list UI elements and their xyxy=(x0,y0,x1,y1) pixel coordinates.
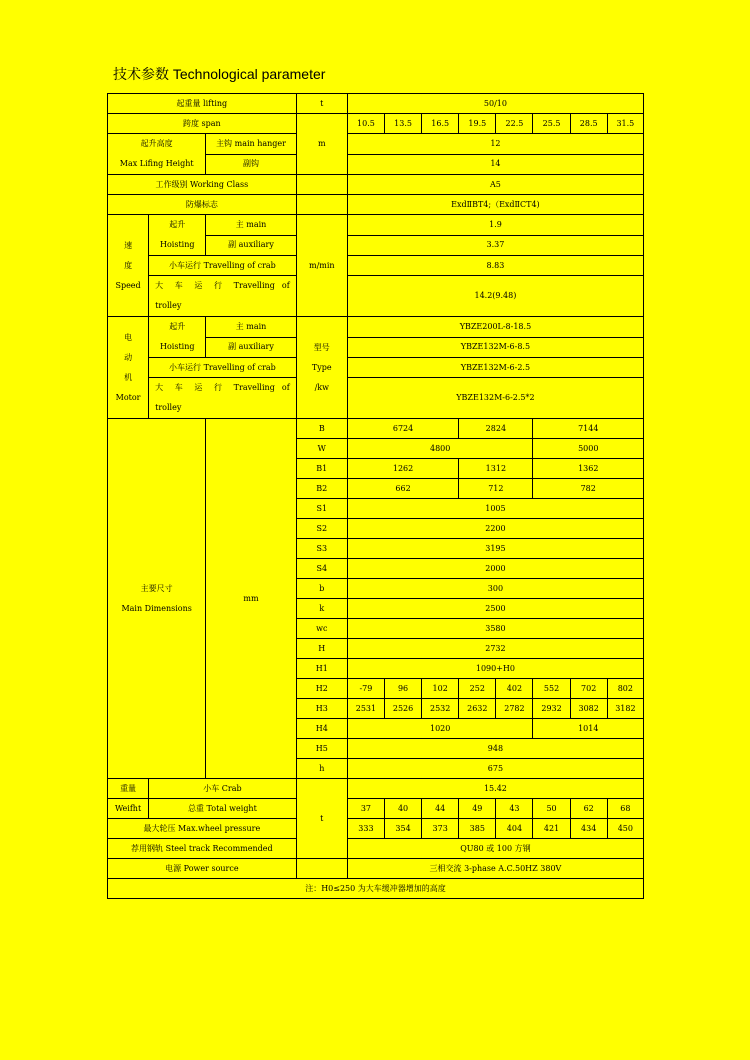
dim-label: H5 xyxy=(296,739,347,759)
dimensions-label xyxy=(108,419,206,779)
height-main-value: 12 xyxy=(347,134,643,155)
speed-main-value: 1.9 xyxy=(347,215,643,236)
speed-trolley-label-line2: trolley xyxy=(155,301,182,310)
speed-group-label xyxy=(108,215,149,317)
dim-label: k xyxy=(296,599,347,619)
dim-value: 7144 xyxy=(533,419,644,439)
span-value: 13.5 xyxy=(384,114,421,134)
motor-group-cn2: 动 xyxy=(124,352,133,362)
weight-group-en: Weifht xyxy=(108,799,149,819)
weight-crab-row xyxy=(108,779,644,799)
dim-value: 712 xyxy=(459,479,533,499)
span-value: 22.5 xyxy=(496,114,533,134)
dim-value: 2500 xyxy=(347,599,643,619)
dim-value: 2782 xyxy=(496,699,533,719)
power-source-value: 三相交流 3-phase A.C.50HZ 380V xyxy=(347,859,643,879)
weight-unit: t xyxy=(296,779,347,859)
motor-trolley-label-line2: trolley xyxy=(155,403,182,412)
speed-unit: m/min xyxy=(296,215,347,317)
span-row xyxy=(108,114,644,134)
motor-hoist-cn: 起升 xyxy=(169,322,186,331)
height-main-row xyxy=(108,134,644,155)
dim-label: H2 xyxy=(296,679,347,699)
speed-main-row xyxy=(108,215,644,236)
dimensions-label-cn: 主要尺寸 xyxy=(140,583,173,593)
speed-group-en: Speed xyxy=(115,280,141,290)
motor-group-label xyxy=(108,317,149,419)
weight-total-value: 40 xyxy=(384,799,421,819)
dim-label: H xyxy=(296,639,347,659)
wheel-pressure-value: 450 xyxy=(607,819,643,839)
motor-trolley-label xyxy=(149,378,297,419)
dim-label: b xyxy=(296,579,347,599)
explosion-value: ExdⅡBT4;（ExdⅡCT4) xyxy=(347,195,643,215)
wheel-pressure-value: 404 xyxy=(496,819,533,839)
note: 注：H0≤250 为大车缓冲器增加的高度 xyxy=(108,879,644,899)
motor-crab-label: 小车运行 Travelling of crab xyxy=(149,358,297,378)
speed-aux-label: 副 auxiliary xyxy=(206,235,296,256)
weight-total-value: 62 xyxy=(570,799,607,819)
span-value: 16.5 xyxy=(422,114,459,134)
height-label-en: Max Lifing Height xyxy=(119,159,194,168)
motor-unit-kw: /kw xyxy=(314,382,329,392)
dim-label: B xyxy=(296,419,347,439)
weight-total-label: 总重 Total weight xyxy=(149,799,297,819)
span-value: 19.5 xyxy=(459,114,496,134)
lifting-row xyxy=(108,94,644,114)
explosion-label: 防爆标志 xyxy=(108,195,297,215)
dim-label: H1 xyxy=(296,659,347,679)
motor-group-cn3: 机 xyxy=(124,372,133,382)
dim-value: 2824 xyxy=(459,419,533,439)
lifting-unit: t xyxy=(296,94,347,114)
motor-main-row xyxy=(108,317,644,338)
dimensions-label-en: Main Dimensions xyxy=(121,603,192,613)
span-value: 25.5 xyxy=(533,114,570,134)
dim-value: 662 xyxy=(347,479,458,499)
span-label: 跨度 span xyxy=(108,114,297,134)
height-aux-value: 14 xyxy=(347,154,643,175)
dim-label: H3 xyxy=(296,699,347,719)
dim-label: S4 xyxy=(296,559,347,579)
speed-crab-value: 8.83 xyxy=(347,256,643,276)
height-label xyxy=(108,134,206,175)
wheel-pressure-label: 最大轮压 Max.wheel pressure xyxy=(108,819,297,839)
span-value: 31.5 xyxy=(607,114,643,134)
wheel-pressure-value: 421 xyxy=(533,819,570,839)
explosion-unit xyxy=(296,195,347,215)
speed-aux-value: 3.37 xyxy=(347,235,643,256)
steel-track-label: 荐用钢轨 Steel track Recommended xyxy=(108,839,297,859)
span-height-unit: m xyxy=(296,114,347,175)
dim-label: S3 xyxy=(296,539,347,559)
dim-value: 3082 xyxy=(570,699,607,719)
dim-value: 252 xyxy=(459,679,496,699)
lifting-label: 起重量 lifting xyxy=(108,94,297,114)
note-row xyxy=(108,879,644,899)
wheel-pressure-value: 385 xyxy=(459,819,496,839)
dim-value: 782 xyxy=(533,479,644,499)
weight-crab-value: 15.42 xyxy=(347,779,643,799)
work-class-row xyxy=(108,175,644,195)
dim-value: 3182 xyxy=(607,699,643,719)
dim-value: 3580 xyxy=(347,619,643,639)
motor-hoist-en: Hoisting xyxy=(159,342,195,351)
power-source-label: 电源 Power source xyxy=(108,859,297,879)
dim-value: 1262 xyxy=(347,459,458,479)
dim-value: 96 xyxy=(384,679,421,699)
dim-value: 4800 xyxy=(347,439,533,459)
dim-value: 948 xyxy=(347,739,643,759)
dim-value: 1020 xyxy=(347,719,533,739)
speed-hoist-cn: 起升 xyxy=(169,220,186,229)
steel-track-value: QU80 或 100 方钢 xyxy=(347,839,643,859)
weight-total-value: 43 xyxy=(496,799,533,819)
dim-label: wc xyxy=(296,619,347,639)
motor-trolley-row xyxy=(108,378,644,419)
dim-value: 675 xyxy=(347,759,643,779)
dim-value: -79 xyxy=(347,679,384,699)
dim-label: B1 xyxy=(296,459,347,479)
dim-value: 300 xyxy=(347,579,643,599)
dim-value: 6724 xyxy=(347,419,458,439)
dim-value: 552 xyxy=(533,679,570,699)
work-class-value: A5 xyxy=(347,175,643,195)
power-source-row xyxy=(108,859,644,879)
weight-total-value: 37 xyxy=(347,799,384,819)
speed-hoist-en: Hoisting xyxy=(159,240,195,249)
speed-trolley-label xyxy=(149,276,297,317)
height-main-label: 主钩 main hanger xyxy=(206,134,296,155)
dim-value: 3195 xyxy=(347,539,643,559)
motor-trolley-label-line1: 大 车 运 行 Travelling of xyxy=(155,383,290,392)
lifting-value: 50/10 xyxy=(347,94,643,114)
dim-value: 2632 xyxy=(459,699,496,719)
work-class-label: 工作级别 Working Class xyxy=(108,175,297,195)
weight-total-value: 44 xyxy=(422,799,459,819)
height-aux-label: 副钩 xyxy=(206,154,296,175)
weight-group-cn: 重量 xyxy=(108,779,149,799)
dim-value: 1312 xyxy=(459,459,533,479)
dim-value: 2200 xyxy=(347,519,643,539)
dim-label: h xyxy=(296,759,347,779)
motor-main-label: 主 main xyxy=(206,317,296,338)
dim-value: 2532 xyxy=(422,699,459,719)
power-source-unit xyxy=(296,859,347,879)
dim-label: B2 xyxy=(296,479,347,499)
dim-label: S1 xyxy=(296,499,347,519)
wheel-pressure-value: 373 xyxy=(422,819,459,839)
dim-value: 2526 xyxy=(384,699,421,719)
dim-value: 5000 xyxy=(533,439,644,459)
span-value: 28.5 xyxy=(570,114,607,134)
wheel-pressure-value: 354 xyxy=(384,819,421,839)
speed-trolley-row xyxy=(108,276,644,317)
wheel-pressure-value: 333 xyxy=(347,819,384,839)
dimensions-unit: mm xyxy=(206,419,296,779)
speed-trolley-label-line1: 大 车 运 行 Travelling of xyxy=(155,281,290,290)
motor-group-cn1: 电 xyxy=(124,332,133,342)
motor-aux-label: 副 auxiliary xyxy=(206,337,296,358)
dim-value: 102 xyxy=(422,679,459,699)
motor-group-en: Motor xyxy=(115,392,141,402)
speed-crab-row xyxy=(108,256,644,276)
speed-main-label: 主 main xyxy=(206,215,296,236)
dim-value: 2932 xyxy=(533,699,570,719)
motor-trolley-value: YBZE132M-6-2.5*2 xyxy=(347,378,643,419)
speed-trolley-value: 14.2(9.48) xyxy=(347,276,643,317)
speed-group-cn2: 度 xyxy=(124,260,133,270)
dim-label: S2 xyxy=(296,519,347,539)
dim-value: 1362 xyxy=(533,459,644,479)
span-value: 10.5 xyxy=(347,114,384,134)
dim-value: 402 xyxy=(496,679,533,699)
page-title: 技术参数 Technological parameter xyxy=(113,66,326,82)
weight-total-value: 68 xyxy=(607,799,643,819)
dim-value: 1090+H0 xyxy=(347,659,643,679)
dim-value: 2000 xyxy=(347,559,643,579)
dim-value: 802 xyxy=(607,679,643,699)
dim-value: 2531 xyxy=(347,699,384,719)
motor-crab-value: YBZE132M-6-2.5 xyxy=(347,358,643,378)
speed-hoist-label xyxy=(149,215,206,256)
motor-crab-row xyxy=(108,358,644,378)
weight-crab-label: 小车 Crab xyxy=(149,779,297,799)
technical-parameter-table xyxy=(107,93,644,899)
dim-value: 1014 xyxy=(533,719,644,739)
work-class-unit xyxy=(296,175,347,195)
dim-label: H4 xyxy=(296,719,347,739)
motor-unit-en: Type xyxy=(311,362,332,372)
motor-unit-cn: 型号 xyxy=(313,342,330,352)
dim-label: W xyxy=(296,439,347,459)
height-label-cn: 起升高度 xyxy=(140,139,173,148)
wheel-pressure-row xyxy=(108,819,644,839)
dim-value: 1005 xyxy=(347,499,643,519)
weight-total-value: 49 xyxy=(459,799,496,819)
dim-value: 2732 xyxy=(347,639,643,659)
motor-hoist-label xyxy=(149,317,206,358)
motor-aux-value: YBZE132M-6-8.5 xyxy=(347,337,643,358)
motor-unit xyxy=(296,317,347,419)
motor-main-value: YBZE200L-8-18.5 xyxy=(347,317,643,338)
steel-track-row xyxy=(108,839,644,859)
speed-crab-label: 小车运行 Travelling of crab xyxy=(149,256,297,276)
weight-total-value: 50 xyxy=(533,799,570,819)
wheel-pressure-value: 434 xyxy=(570,819,607,839)
dim-row-B xyxy=(108,419,644,439)
dim-value: 702 xyxy=(570,679,607,699)
explosion-row xyxy=(108,195,644,215)
speed-group-cn1: 速 xyxy=(124,240,133,250)
weight-total-row xyxy=(108,799,644,819)
